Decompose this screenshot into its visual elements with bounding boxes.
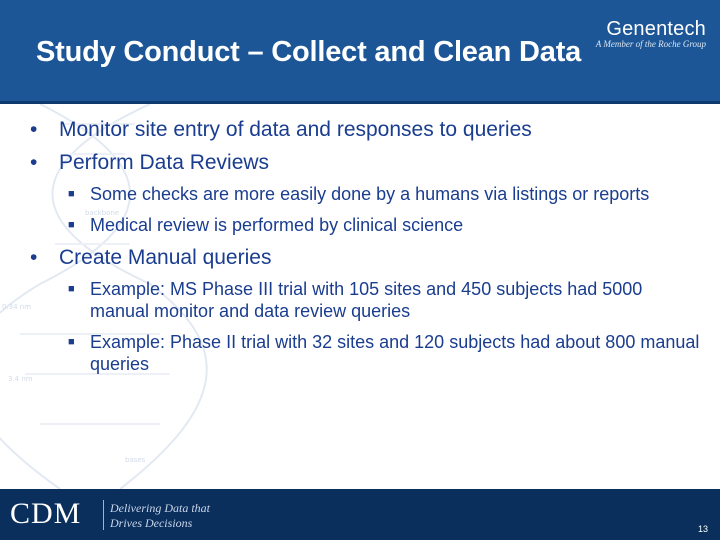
square-bullet-icon: ■ bbox=[68, 283, 75, 295]
bullet-dot-icon: • bbox=[30, 151, 38, 174]
sub-bullet-item bbox=[68, 214, 700, 236]
bg-label-34nm: 3.4 nm bbox=[8, 375, 33, 383]
sub-bullet-item bbox=[68, 331, 700, 375]
bullet-text: Monitor site entry of data and responses to queries bbox=[59, 118, 532, 141]
square-bullet-icon: ■ bbox=[68, 219, 75, 231]
sub-bullet-text: Medical review is performed by clinical science bbox=[90, 215, 464, 235]
bullet-dot-icon: • bbox=[30, 246, 38, 269]
slide-title: Study Conduct – Collect and Clean Data bbox=[36, 36, 582, 68]
sub-bullet-item bbox=[68, 183, 700, 205]
bg-label-backbone: backbone bbox=[85, 209, 120, 217]
tagline-line-1: Delivering Data that bbox=[110, 501, 210, 515]
bullet-item bbox=[30, 150, 700, 175]
square-bullet-icon: ■ bbox=[68, 188, 75, 200]
bg-label-034nm: 0.34 nm bbox=[2, 303, 32, 311]
sub-bullet-text: Example: MS Phase III trial with 105 sites and 450 subjects had 5000 manual monitor and data review queries bbox=[90, 279, 643, 321]
tagline-line-2: Drives Decisions bbox=[110, 516, 193, 530]
bullet-item bbox=[30, 117, 700, 142]
genentech-logo bbox=[596, 18, 706, 49]
bullet-text: Perform Data Reviews bbox=[59, 151, 270, 174]
brand-subtitle: A Member of the Roche Group bbox=[595, 39, 706, 49]
bg-label-bases: bases bbox=[125, 456, 146, 464]
page-number: 13 bbox=[697, 524, 708, 534]
bullet-text: Create Manual queries bbox=[59, 246, 272, 269]
sub-bullet-text: Example: Phase II trial with 32 sites and 120 subjects had about 800 manual queries bbox=[90, 332, 700, 374]
square-bullet-icon: ■ bbox=[68, 336, 75, 348]
bullet-list bbox=[30, 117, 700, 384]
bullet-item bbox=[30, 245, 700, 270]
brand-name: Genentech bbox=[606, 18, 706, 40]
sub-bullet-item bbox=[68, 278, 700, 322]
bullet-dot-icon: • bbox=[30, 118, 38, 141]
footer-tagline bbox=[110, 501, 210, 531]
footer-divider bbox=[103, 500, 104, 530]
footer-bar bbox=[0, 489, 720, 540]
cdm-logo: CDM bbox=[10, 497, 82, 530]
sub-bullet-text: Some checks are more easily done by a humans via listings or reports bbox=[90, 184, 650, 204]
